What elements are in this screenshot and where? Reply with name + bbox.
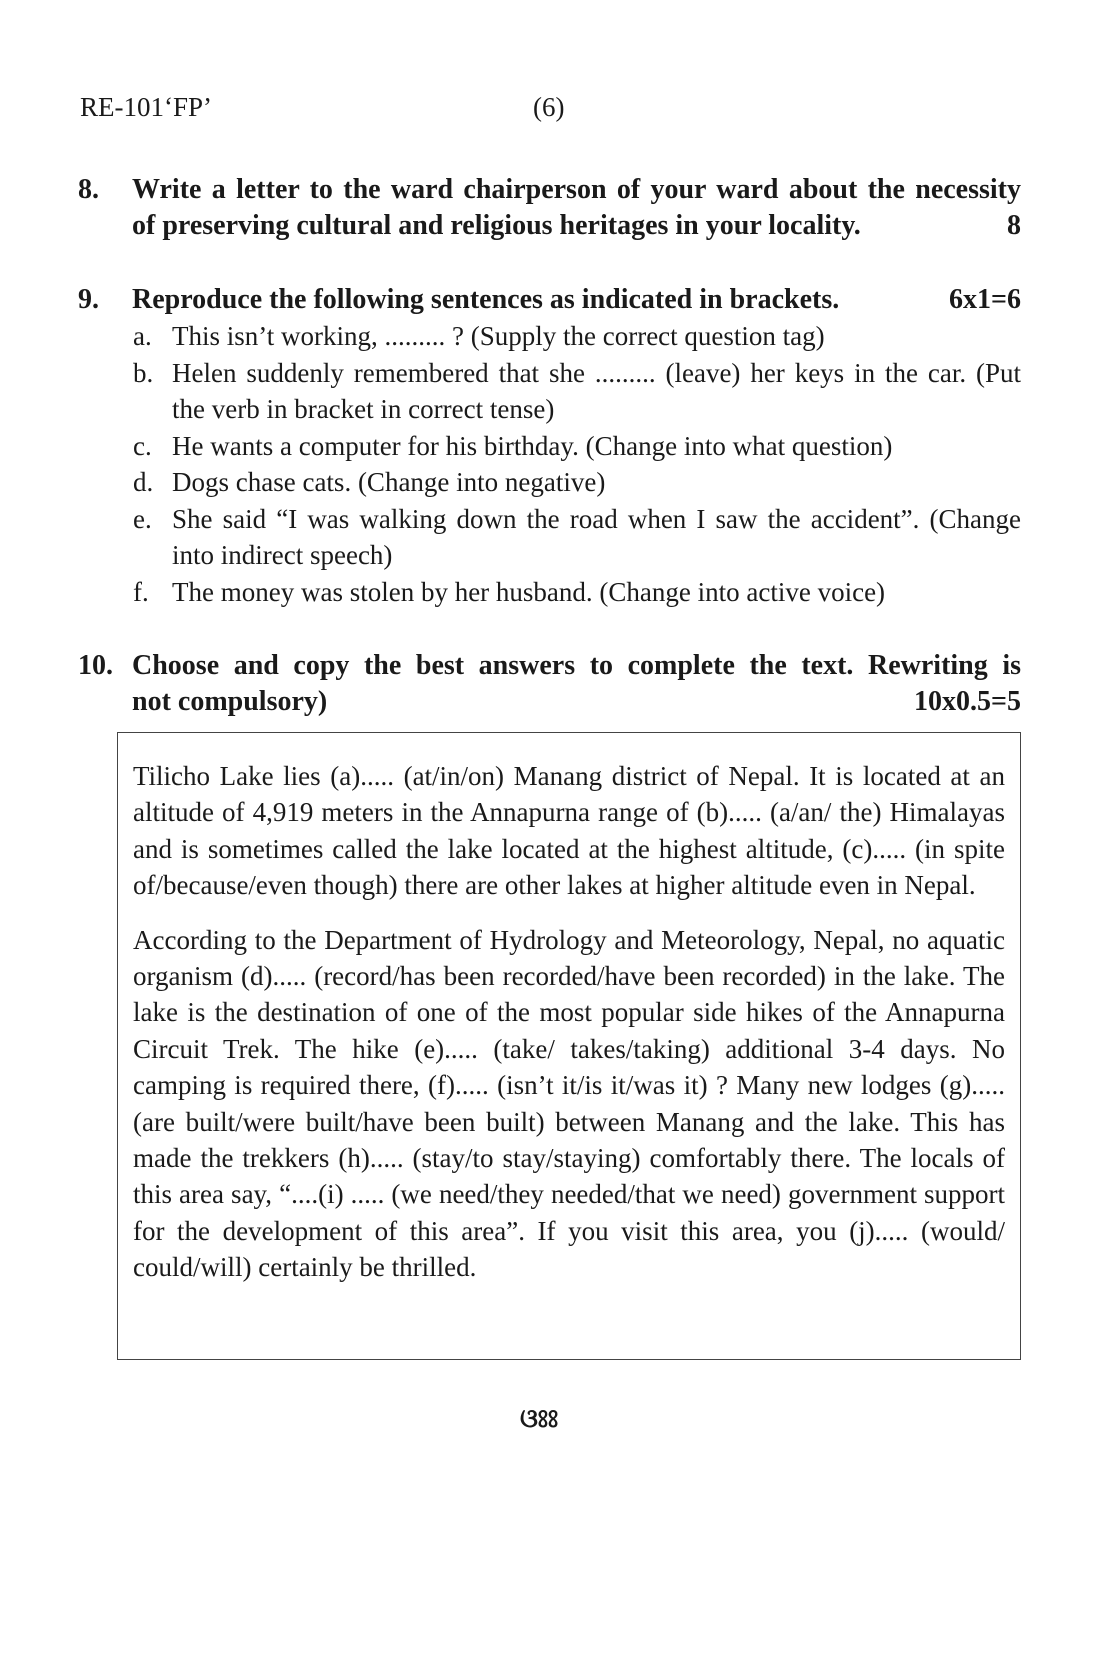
item-letter: b. — [133, 357, 154, 388]
item-text: This isn’t working, ......... ? (Supply the correct question tag) — [172, 321, 825, 351]
sentence-list — [133, 318, 1021, 610]
question-marks: 6x1=6 — [949, 284, 1021, 315]
question-text — [132, 648, 1021, 720]
item-letter: e. — [133, 503, 152, 534]
question-marks: 8 — [1007, 210, 1021, 241]
list-item — [133, 464, 1021, 501]
list-item — [133, 574, 1021, 611]
item-text: She said “I was walking down the road when I saw the accident”. (Change into indirect speech) — [172, 503, 1021, 570]
question-marks: 10x0.5=5 — [914, 686, 1021, 717]
list-item — [133, 428, 1021, 465]
exam-code: RE-101‘FP’ — [80, 92, 213, 122]
list-item — [133, 318, 1021, 355]
item-text: Dogs chase cats. (Change into negative) — [172, 467, 606, 497]
passage-box — [117, 732, 1021, 1360]
item-letter: c. — [133, 430, 152, 461]
passage-paragraph: According to the Department of Hydrology and Meteorology, Nepal, no aquatic organism (d)..... (record/has been recorded/have been recorded) in the lake. The lake is the destination of one of the most popular side hikes of the Annapurna Circuit Trek. The hike (e)..... (take/ takes/taking) additional 3-4 days. No camping is required there, (f)..... (isn’t it/is it/was it) ? Many new lodges (g)..... (are built/were built/have been built) between Manang and the lake. This has made the trekkers (h)..... (stay/to stay/staying) comfortably there. The locals of this area say, “....(i) ..... (we need/they needed/that we need) government support for the development of this area”. If you visit this area, you (j)..... (would/ could/will) certainly be thrilled. — [133, 924, 1005, 1283]
question-line: Write a letter to the ward chairperson of your ward about the necessity — [132, 174, 1021, 205]
question-line — [132, 208, 1021, 244]
item-text: He wants a computer for his birthday. (Change into what question) — [172, 430, 893, 461]
question-10 — [78, 648, 1021, 720]
list-item — [133, 355, 1021, 428]
list-item — [133, 501, 1021, 574]
question-8 — [78, 172, 1021, 244]
item-text: The money was stolen by her husband. (Change into active voice) — [172, 576, 886, 607]
item-letter: a. — [133, 321, 152, 351]
question-line-text: Reproduce the following sentences as indicated in brackets. — [132, 284, 840, 315]
question-9 — [78, 282, 1021, 318]
item-letter: d. — [133, 467, 154, 497]
question-number: 10. — [78, 650, 113, 681]
item-letter: f. — [133, 576, 149, 607]
question-text — [132, 172, 1021, 244]
question-line — [132, 684, 1021, 720]
question-line: Choose and copy the best answers to complete the text. Rewriting is — [132, 650, 1021, 681]
end-ornament: ଓଃଃ — [520, 1404, 557, 1433]
question-number: 9. — [78, 284, 99, 315]
question-number: 8. — [78, 174, 99, 205]
question-line-text: not compulsory) — [132, 686, 328, 717]
question-text — [132, 282, 1021, 318]
page-number: (6) — [533, 92, 565, 122]
item-text: Helen suddenly remembered that she ......... (leave) her keys in the car. (Put the verb in bracket in correct tense) — [172, 357, 1021, 424]
passage-paragraph: Tilicho Lake lies (a)..... (at/in/on) Manang district of Nepal. It is located at an altitude of 4,919 meters in the Annapurna range of (b)..... (a/an/ the) Himalayas and is sometimes called the lake located at the highest altitude, (c)..... (in spite of/because/even though) there are other lakes at higher altitude even in Nepal. — [133, 761, 1005, 901]
question-line-text: of preserving cultural and religious heritages in your locality. — [132, 210, 861, 241]
